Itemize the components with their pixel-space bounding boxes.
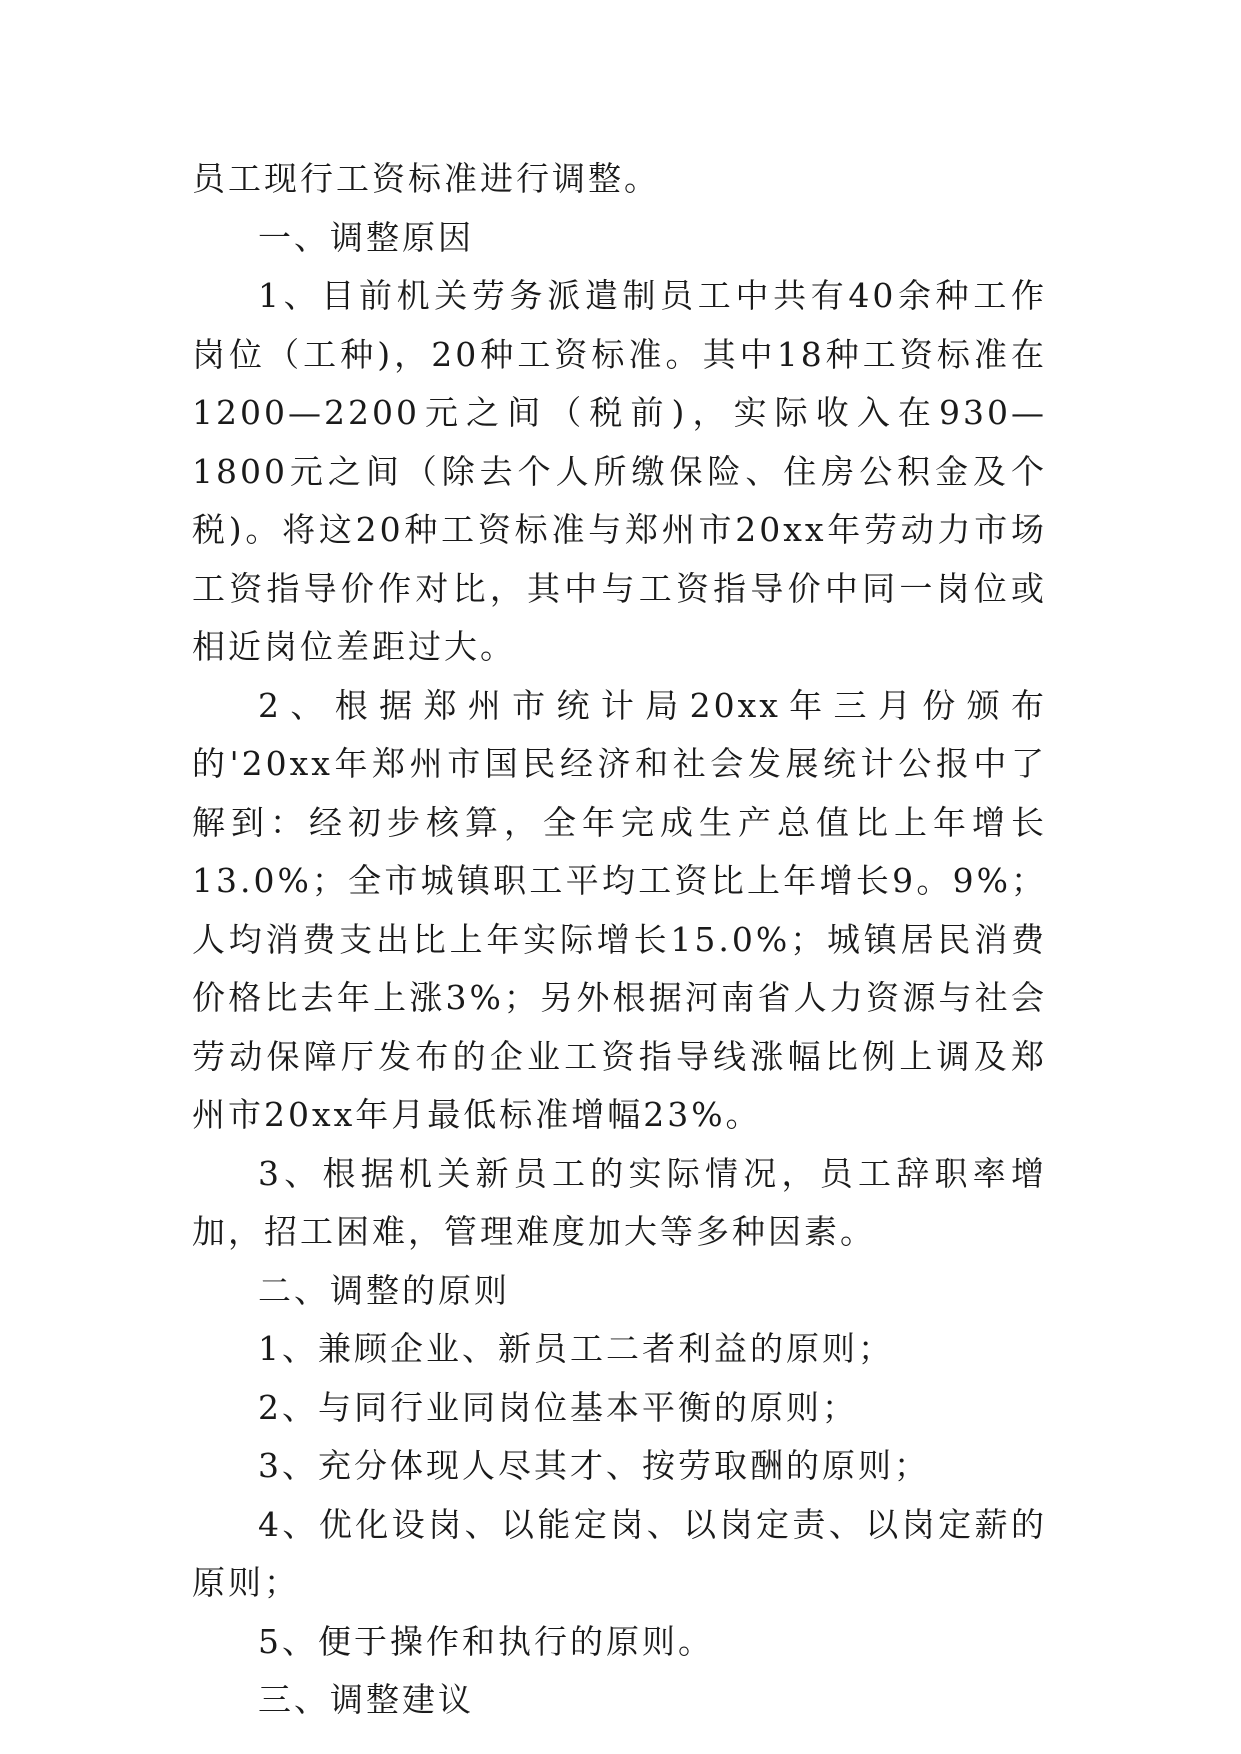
paragraph-continuation: 员工现行工资标准进行调整。 bbox=[192, 159, 660, 198]
document-body bbox=[192, 150, 1047, 1730]
reason-paragraph-1: 1、目前机关劳务派遣制员工中共有40余种工作岗位（工种)，20种工资标准。其中18种工资标准在1200—2200元之间（税前)，实际收入在930—1800元之间（除去个人所缴保险、住房公积金及个税)。将这20种工资标准与郑州市20xx年劳动力市场工资指导价作对比，其中与工资指导价中同一岗位或相近岗位差距过大。 bbox=[192, 276, 1047, 666]
section-heading-suggestions: 三、调整建议 bbox=[258, 1680, 474, 1719]
reason-paragraph-2: 2、根据郑州市统计局20xx年三月份颁布的'20xx年郑州市国民经济和社会发展统计公报中了解到：经初步核算，全年完成生产总值比上年增长13.0%；全市城镇职工平均工资比上年增长9。9%；人均消费支出比上年实际增长15.0%；城镇居民消费价格比去年上涨3%；另外根据河南省人力资源与社会劳动保障厅发布的企业工资指导线涨幅比例上调及郑州市20xx年月最低标准增幅23%。 bbox=[192, 685, 1047, 1134]
principle-item-4: 4、优化设岗、以能定岗、以岗定责、以岗定薪的原则； bbox=[192, 1504, 1047, 1602]
principle-item-3: 3、充分体现人尽其才、按劳取酬的原则； bbox=[258, 1446, 930, 1485]
section-heading-principles: 二、调整的原则 bbox=[258, 1270, 510, 1310]
principle-item-2: 2、与同行业同岗位基本平衡的原则； bbox=[258, 1387, 858, 1427]
section-heading-reasons: 一、调整原因 bbox=[258, 217, 474, 257]
principle-item-5: 5、便于操作和执行的原则。 bbox=[258, 1621, 714, 1661]
principle-item-1: 1、兼顾企业、新员工二者利益的原则； bbox=[258, 1329, 894, 1368]
reason-paragraph-3: 3、根据机关新员工的实际情况，员工辞职率增加，招工困难，管理难度加大等多种因素。 bbox=[192, 1153, 1047, 1251]
